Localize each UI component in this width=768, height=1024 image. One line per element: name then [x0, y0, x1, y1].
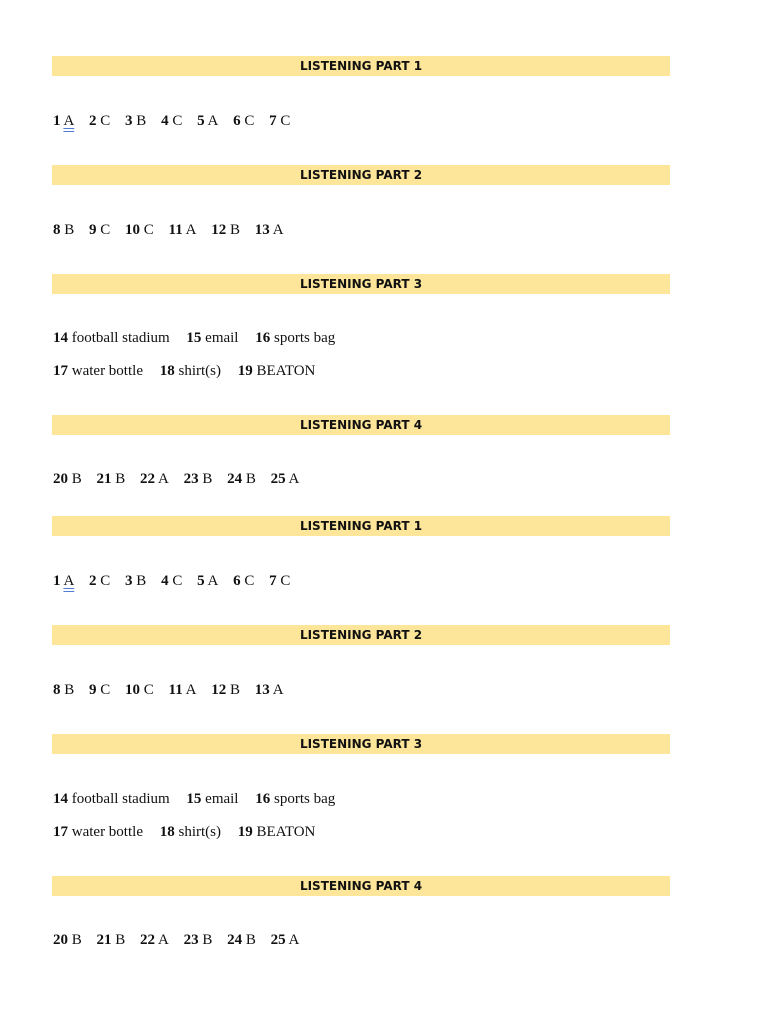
answer-letter: B — [245, 932, 256, 948]
answer-item — [53, 680, 74, 700]
answer-letter: C — [244, 113, 255, 129]
answers-part-2 — [53, 680, 295, 700]
answer-item — [125, 220, 154, 240]
question-number: 15 — [186, 791, 202, 807]
answer-text: water bottle — [71, 363, 143, 379]
question-number: 10 — [125, 222, 141, 238]
question-number: 12 — [211, 222, 227, 238]
answer-text: shirt(s) — [178, 363, 221, 379]
answer-letter: A — [157, 471, 169, 487]
answer-item — [255, 680, 284, 700]
section-header-part-1: LISTENING PART 1 — [52, 56, 670, 76]
answer-letter: A — [207, 573, 219, 589]
answer-item — [97, 930, 126, 950]
answer-item — [255, 789, 335, 809]
answer-letter: C — [280, 573, 291, 589]
answer-letter: A — [272, 222, 284, 238]
answer-item — [269, 111, 290, 131]
answer-item — [125, 111, 146, 131]
answer-item — [227, 469, 256, 489]
question-number: 7 — [269, 113, 277, 129]
answer-letter: C — [100, 222, 111, 238]
question-number: 4 — [161, 113, 169, 129]
question-number: 9 — [89, 682, 97, 698]
question-number: 22 — [140, 471, 156, 487]
answer-letter: C — [100, 113, 111, 129]
section-header-part-2: LISTENING PART 2 — [52, 165, 670, 185]
answer-letter: B — [202, 932, 213, 948]
question-number: 20 — [53, 471, 68, 487]
answer-item — [97, 469, 126, 489]
question-number: 6 — [233, 113, 241, 129]
question-number: 25 — [270, 932, 286, 948]
question-number: 24 — [227, 932, 243, 948]
answer-letter: C — [244, 573, 255, 589]
answers-part-1 — [53, 571, 301, 591]
question-number: 8 — [53, 222, 61, 238]
answer-item — [140, 930, 169, 950]
question-number: 1 — [53, 573, 61, 589]
answer-item — [125, 680, 154, 700]
question-number: 21 — [96, 471, 112, 487]
answer-text: shirt(s) — [178, 824, 221, 840]
question-number: 21 — [96, 932, 112, 948]
question-number: 17 — [53, 824, 68, 840]
answer-item — [53, 328, 170, 348]
question-number: 5 — [197, 113, 205, 129]
answer-item — [53, 571, 74, 591]
question-number: 12 — [211, 682, 227, 698]
answer-letter: B — [64, 682, 75, 698]
question-number: 23 — [183, 471, 199, 487]
answer-item — [169, 680, 197, 700]
answer-letter: C — [172, 573, 183, 589]
answer-item — [160, 822, 221, 842]
question-number: 11 — [168, 222, 183, 238]
section-header-part-1: LISTENING PART 1 — [52, 516, 670, 536]
answer-letter: A — [185, 222, 197, 238]
question-number: 3 — [125, 113, 133, 129]
answer-text: water bottle — [71, 824, 143, 840]
answer-letter: B — [202, 471, 213, 487]
question-number: 25 — [270, 471, 286, 487]
answer-letter: A — [272, 682, 284, 698]
answer-text: sports bag — [273, 791, 336, 807]
answer-item — [233, 571, 254, 591]
answer-item — [53, 220, 74, 240]
answer-item — [271, 930, 300, 950]
answer-item — [89, 571, 110, 591]
answer-letter: B — [136, 113, 147, 129]
answers-part-2 — [53, 220, 295, 240]
answer-letter: A — [207, 113, 219, 129]
answer-item — [140, 469, 169, 489]
question-number: 15 — [186, 330, 202, 346]
answer-letter: A — [288, 932, 300, 948]
answer-text: BEATON — [256, 363, 316, 379]
question-number: 4 — [161, 573, 169, 589]
answer-item — [186, 789, 238, 809]
section-header-part-3: LISTENING PART 3 — [52, 274, 670, 294]
answer-item — [53, 361, 143, 381]
answer-item — [53, 930, 82, 950]
answer-text: football stadium — [71, 791, 170, 807]
answer-item — [233, 111, 254, 131]
question-number: 17 — [53, 363, 68, 379]
answer-item — [184, 469, 213, 489]
question-number: 10 — [125, 682, 141, 698]
answer-letter: B — [230, 222, 241, 238]
answer-item — [53, 469, 82, 489]
answer-letter: C — [143, 222, 154, 238]
answer-letter: B — [64, 222, 75, 238]
answer-letter: A — [63, 113, 75, 129]
section-header-part-3: LISTENING PART 3 — [52, 734, 670, 754]
question-number: 19 — [237, 824, 253, 840]
answer-letter: B — [136, 573, 147, 589]
question-number: 16 — [255, 791, 271, 807]
answer-text: email — [205, 791, 239, 807]
question-number: 7 — [269, 573, 277, 589]
section-header-part-2: LISTENING PART 2 — [52, 625, 670, 645]
question-number: 1 — [53, 113, 61, 129]
answer-letter: B — [115, 471, 126, 487]
question-number: 9 — [89, 222, 97, 238]
question-number: 19 — [237, 363, 253, 379]
answer-letter: B — [230, 682, 241, 698]
answer-text: football stadium — [71, 330, 170, 346]
answer-item — [255, 328, 335, 348]
question-number: 2 — [89, 113, 97, 129]
answer-letter: C — [100, 573, 111, 589]
answer-item — [169, 220, 197, 240]
question-number: 14 — [53, 791, 68, 807]
answer-item — [161, 111, 182, 131]
question-number: 11 — [168, 682, 183, 698]
answer-letter: A — [185, 682, 197, 698]
answer-text: BEATON — [256, 824, 316, 840]
answers-part-3-line-1 — [53, 789, 348, 809]
question-number: 6 — [233, 573, 241, 589]
answer-text: sports bag — [273, 330, 336, 346]
answer-letter: B — [71, 471, 82, 487]
answers-part-4 — [53, 930, 310, 950]
answer-item — [211, 220, 240, 240]
answer-letter: C — [143, 682, 154, 698]
answer-item — [238, 822, 316, 842]
answer-item — [255, 220, 284, 240]
answer-item — [89, 111, 110, 131]
question-number: 3 — [125, 573, 133, 589]
question-number: 18 — [159, 824, 175, 840]
answer-item — [161, 571, 182, 591]
answers-part-3-line-1 — [53, 328, 348, 348]
answers-part-3-line-2 — [53, 361, 328, 381]
answer-item — [53, 789, 170, 809]
answers-part-3-line-2 — [53, 822, 328, 842]
question-number: 22 — [140, 932, 156, 948]
question-number: 8 — [53, 682, 61, 698]
answer-item — [184, 930, 213, 950]
section-header-part-4: LISTENING PART 4 — [52, 415, 670, 435]
answer-letter: A — [157, 932, 169, 948]
question-number: 16 — [255, 330, 271, 346]
question-number: 23 — [183, 932, 199, 948]
answer-letter: A — [63, 573, 75, 589]
answer-item — [160, 361, 221, 381]
answers-part-4 — [53, 469, 310, 489]
answer-item — [271, 469, 300, 489]
answer-item — [125, 571, 146, 591]
answer-item — [197, 571, 218, 591]
question-number: 24 — [227, 471, 243, 487]
question-number: 13 — [254, 222, 270, 238]
section-header-part-4: LISTENING PART 4 — [52, 876, 670, 896]
answer-text: email — [205, 330, 239, 346]
answer-item — [211, 680, 240, 700]
question-number: 14 — [53, 330, 68, 346]
answer-item — [197, 111, 218, 131]
answer-letter: C — [100, 682, 111, 698]
answer-letter: A — [288, 471, 300, 487]
answer-letter: C — [280, 113, 291, 129]
question-number: 20 — [53, 932, 68, 948]
answer-letter: B — [71, 932, 82, 948]
answer-item — [269, 571, 290, 591]
question-number: 13 — [254, 682, 270, 698]
answer-letter: B — [115, 932, 126, 948]
answer-item — [227, 930, 256, 950]
question-number: 18 — [159, 363, 175, 379]
answer-item — [186, 328, 238, 348]
answer-item — [53, 111, 74, 131]
question-number: 5 — [197, 573, 205, 589]
question-number: 2 — [89, 573, 97, 589]
answers-part-1 — [53, 111, 301, 131]
answer-item — [89, 220, 110, 240]
answer-letter: B — [245, 471, 256, 487]
answer-item — [89, 680, 110, 700]
answer-item — [238, 361, 316, 381]
answer-item — [53, 822, 143, 842]
answer-letter: C — [172, 113, 183, 129]
